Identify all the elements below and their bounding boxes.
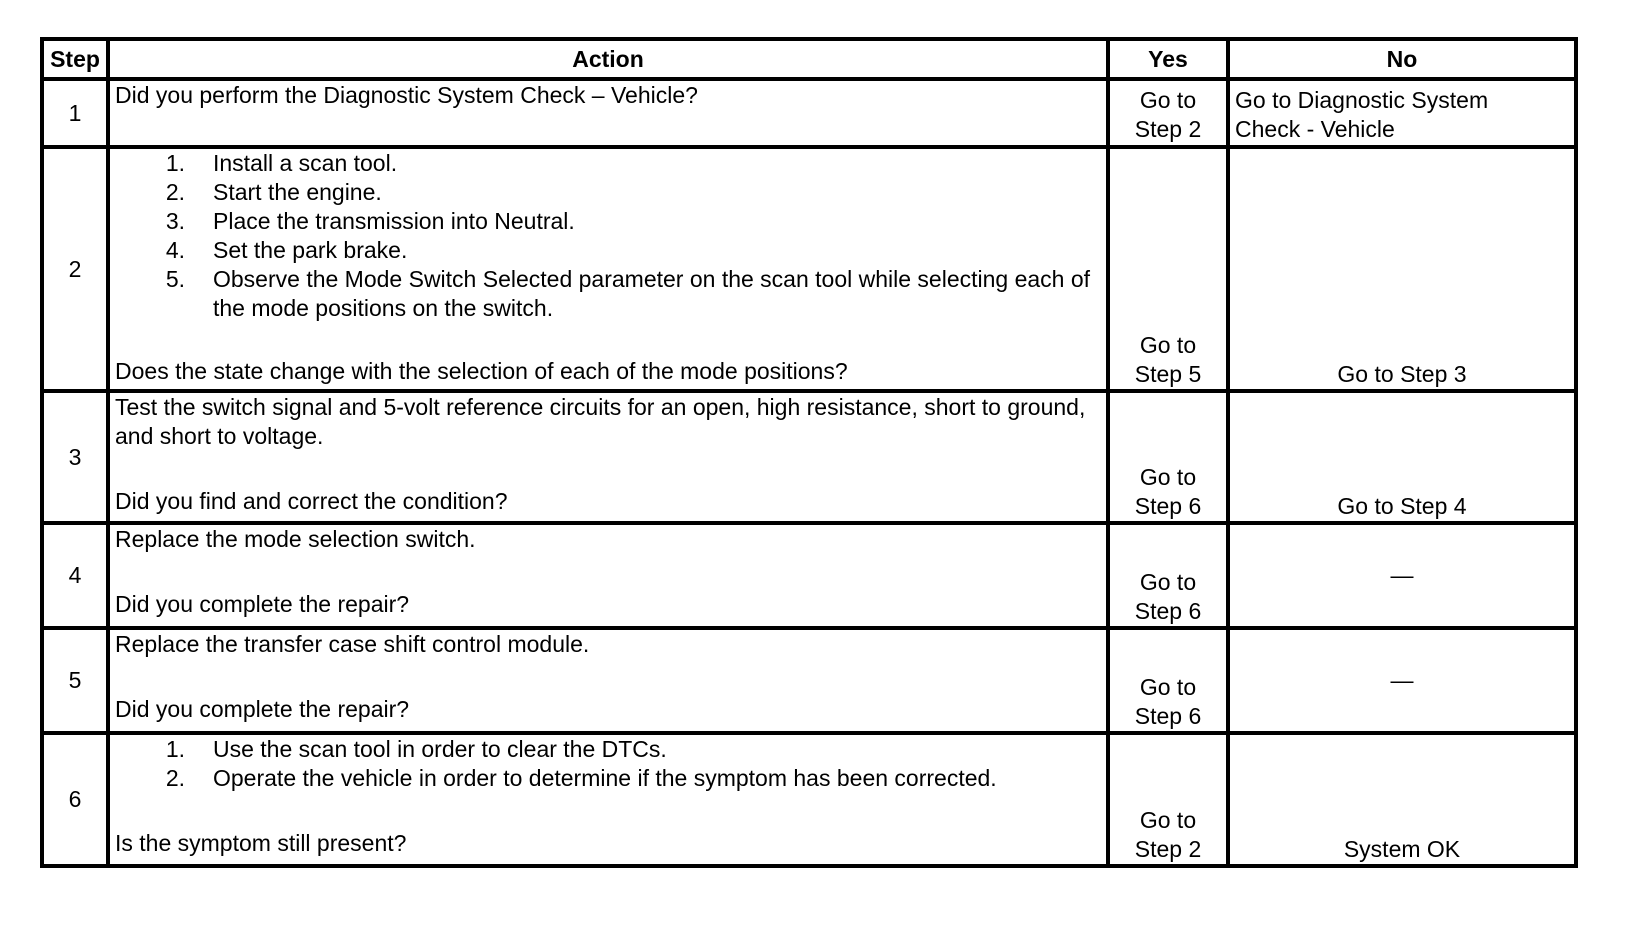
table-row: [42, 147, 1576, 391]
list-item-number: 1.: [165, 736, 185, 762]
no-cell: System OK: [1228, 733, 1576, 866]
action-text: Test the switch signal and 5-volt reference circuits for an open, high resistance, short to ground, and short to voltage.: [115, 394, 1086, 449]
action-cell: [108, 79, 1108, 147]
yes-line2: Step 6: [1134, 598, 1202, 624]
yes-line1: Go to: [1139, 674, 1197, 700]
list-item-number: 5.: [165, 266, 185, 292]
action-cell: [108, 391, 1108, 523]
list-item-text: Set the park brake.: [213, 237, 408, 263]
header-step: Step: [42, 39, 108, 79]
list-item: [115, 236, 1101, 265]
table-row: [42, 79, 1576, 147]
yes-line2: Step 6: [1134, 703, 1202, 729]
list-item: [115, 265, 1101, 323]
yes-cell: [1108, 147, 1228, 391]
list-item-number: 3.: [165, 208, 185, 234]
question-text: Did you find and correct the condition?: [115, 488, 508, 514]
no-line2: Check - Vehicle: [1235, 116, 1395, 142]
list-item-text: Place the transmission into Neutral.: [213, 208, 575, 234]
no-cell: Go to Step 3: [1228, 147, 1576, 391]
yes-line2: Step 6: [1134, 493, 1202, 519]
table-row: [42, 523, 1576, 628]
step-number: 5: [42, 628, 108, 733]
yes-line2: Step 5: [1134, 361, 1202, 387]
list-item-text: Start the engine.: [213, 179, 382, 205]
no-cell: Go to Step 4: [1228, 391, 1576, 523]
header-no: No: [1228, 39, 1576, 79]
list-item-number: 4.: [165, 237, 185, 263]
action-cell: [108, 733, 1108, 866]
list-item-text: Operate the vehicle in order to determine if the symptom has been corrected.: [213, 765, 997, 791]
list-item-text: Observe the Mode Switch Selected parameter on the scan tool while selecting each of the mode positions on the switch.: [213, 266, 1091, 321]
table-row: [42, 733, 1576, 866]
question-text: Did you complete the repair?: [115, 591, 410, 617]
yes-cell: [1108, 523, 1228, 628]
header-action: Action: [108, 39, 1108, 79]
table-row: [42, 628, 1576, 733]
question-text: Does the state change with the selection of each of the mode positions?: [115, 358, 848, 384]
yes-line1: Go to: [1139, 569, 1197, 595]
header-row: [42, 39, 1576, 79]
yes-line1: Go to: [1139, 332, 1197, 358]
step-number: 3: [42, 391, 108, 523]
action-cell: [108, 147, 1108, 391]
no-cell: —: [1228, 523, 1576, 628]
yes-cell: [1108, 79, 1228, 147]
list-item: [115, 149, 1101, 178]
no-line1: Go to Diagnostic System: [1235, 87, 1489, 113]
list-item: [115, 764, 1101, 793]
step-number: 1: [42, 79, 108, 147]
yes-line1: Go to: [1139, 807, 1197, 833]
yes-cell: [1108, 391, 1228, 523]
yes-line1: Go to: [1139, 87, 1197, 113]
yes-cell: [1108, 733, 1228, 866]
action-text: Replace the transfer case shift control module.: [115, 631, 590, 657]
procedure-list: [115, 149, 1101, 323]
question-text: Did you complete the repair?: [115, 696, 410, 722]
question-text: Is the symptom still present?: [115, 830, 407, 856]
header-yes: Yes: [1108, 39, 1228, 79]
list-item-text: Use the scan tool in order to clear the DTCs.: [213, 736, 667, 762]
yes-line1: Go to: [1139, 464, 1197, 490]
action-text: Did you perform the Diagnostic System Check – Vehicle?: [115, 82, 698, 108]
action-cell: [108, 523, 1108, 628]
list-item-number: 1.: [165, 150, 185, 176]
step-number: 2: [42, 147, 108, 391]
yes-cell: [1108, 628, 1228, 733]
no-cell: [1228, 79, 1576, 147]
list-item: [115, 178, 1101, 207]
step-number: 6: [42, 733, 108, 866]
yes-line2: Step 2: [1134, 836, 1202, 862]
action-text: Replace the mode selection switch.: [115, 526, 476, 552]
procedure-list: [115, 735, 1101, 793]
step-number: 4: [42, 523, 108, 628]
list-item-number: 2.: [165, 179, 185, 205]
no-cell: —: [1228, 628, 1576, 733]
yes-line2: Step 2: [1134, 116, 1202, 142]
table-row: [42, 391, 1576, 523]
list-item-text: Install a scan tool.: [213, 150, 398, 176]
list-item-number: 2.: [165, 765, 185, 791]
action-cell: [108, 628, 1108, 733]
list-item: [115, 735, 1101, 764]
diagnostic-table: [40, 37, 1578, 868]
list-item: [115, 207, 1101, 236]
